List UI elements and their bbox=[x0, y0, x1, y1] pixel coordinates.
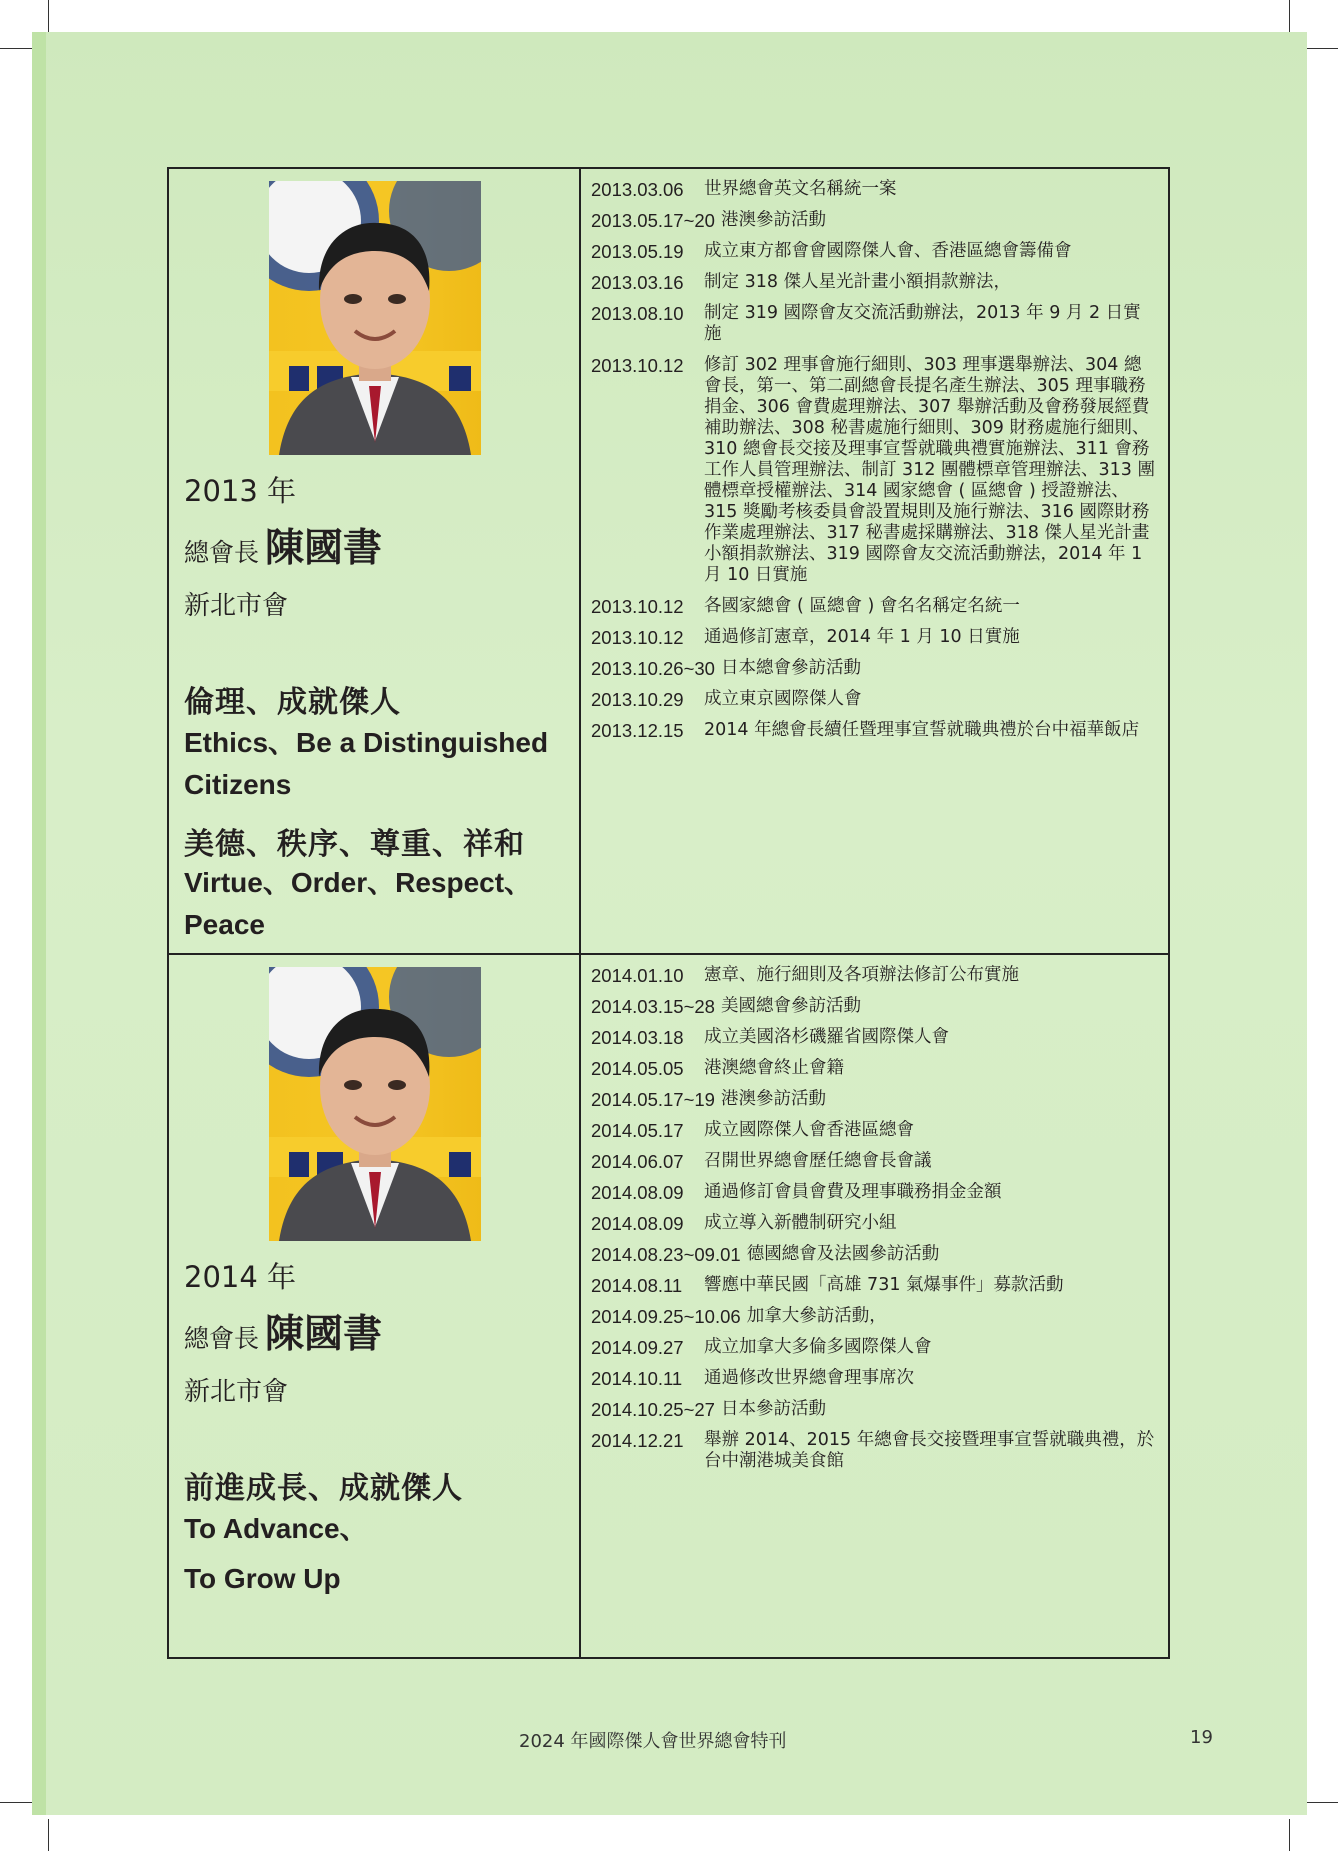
president-line bbox=[184, 517, 382, 573]
event-date: 2013.10.26~30 bbox=[591, 658, 715, 679]
event-date: 2014.03.15~28 bbox=[591, 996, 715, 1017]
event-text: 成立美國洛杉磯羅省國際傑人會 bbox=[704, 1027, 949, 1047]
list-item bbox=[591, 241, 1158, 262]
list-item bbox=[591, 658, 1158, 679]
event-date: 2014.08.23~09.01 bbox=[591, 1244, 741, 1265]
list-item bbox=[591, 1182, 1158, 1203]
event-date: 2013.05.19 bbox=[591, 241, 684, 262]
crop-mark bbox=[0, 1802, 32, 1803]
event-text: 世界總會英文名稱統一案 bbox=[704, 179, 897, 199]
crop-mark bbox=[48, 0, 49, 32]
event-list bbox=[581, 169, 1168, 953]
motto-en: To Grow Up bbox=[184, 1563, 341, 1594]
event-date: 2013.05.17~20 bbox=[591, 210, 715, 231]
event-text: 美國總會參訪活動 bbox=[720, 996, 861, 1016]
president-name: 陳國書 bbox=[265, 1312, 383, 1357]
list-item bbox=[591, 627, 1158, 648]
table-row bbox=[169, 953, 1168, 1657]
motto-zh: 美德、秩序、尊重、祥和 bbox=[184, 827, 525, 862]
event-date: 2013.08.10 bbox=[591, 303, 684, 324]
list-item bbox=[591, 1213, 1158, 1234]
event-date: 2014.09.27 bbox=[591, 1337, 684, 1358]
event-text: 港澳參訪活動 bbox=[720, 1089, 826, 1109]
event-date: 2014.08.09 bbox=[591, 1213, 684, 1234]
list-item bbox=[591, 1151, 1158, 1172]
event-text: 通過修訂會員會費及理事職務捐金金額 bbox=[704, 1182, 1002, 1202]
event-date: 2014.10.11 bbox=[591, 1368, 683, 1389]
president-title: 總會長 bbox=[184, 538, 260, 567]
list-item bbox=[591, 1089, 1158, 1110]
event-text: 憲章、施行細則及各項辦法修訂公布實施 bbox=[704, 965, 1019, 985]
list-item bbox=[591, 272, 1158, 293]
event-text: 日本總會參訪活動 bbox=[720, 658, 861, 678]
list-item bbox=[591, 1399, 1158, 1420]
crop-mark bbox=[48, 1819, 49, 1851]
table-row bbox=[169, 169, 1168, 953]
event-text: 德國總會及法國參訪活動 bbox=[746, 1244, 940, 1264]
list-item bbox=[591, 1027, 1158, 1048]
event-date: 2014.09.25~10.06 bbox=[591, 1306, 741, 1327]
event-text: 成立導入新體制研究小組 bbox=[704, 1213, 897, 1233]
event-date: 2014.05.17~19 bbox=[591, 1089, 715, 1110]
president-photo bbox=[269, 967, 481, 1241]
president-title: 總會長 bbox=[184, 1324, 260, 1353]
president-line bbox=[184, 1303, 382, 1359]
event-text: 加拿大參訪活動， bbox=[746, 1306, 887, 1326]
event-list bbox=[581, 955, 1168, 1657]
event-date: 2013.03.16 bbox=[591, 272, 684, 293]
event-text: 修訂 302 理事會施行細則、303 理事選舉辦法、304 總會長，第一、第二副總會長提名產生辦法、305 理事職務捐金、306 會費處理辦法、307 舉辦活動及會務發展經費補助辦法、308 秘書處施行細則、309 財務處施行細則、310 總會長交接及理事宣誓就職典禮實施辦法、311 會務工作人員管理辦法、制訂 312 團體標章管理辦法、313 團體標章授權辦法、314 國家總會 ( 區總會 ) 授證辦法、315 獎勵考核委員會設置規則及施行辦法、316 國際財務作業處理辦法、317 秘書處採購辦法、318 傑人星光計畫小額捐款辦法、319 國際會友交流活動辦法，2014 年 1 月 10 日實施 bbox=[704, 355, 1155, 585]
crop-mark bbox=[1289, 0, 1290, 32]
event-text: 成立東方都會會國際傑人會、香港區總會籌備會 bbox=[704, 241, 1072, 261]
event-date: 2013.10.12 bbox=[591, 627, 684, 648]
event-date: 2013.10.12 bbox=[591, 596, 684, 617]
year-label: 2013 年 bbox=[184, 474, 297, 508]
event-date: 2013.10.29 bbox=[591, 689, 684, 710]
event-text: 各國家總會 ( 區總會 ) 會名名稱定名統一 bbox=[704, 596, 1020, 616]
list-item bbox=[591, 179, 1158, 200]
event-text: 港澳參訪活動 bbox=[720, 210, 826, 230]
event-text: 通過修改世界總會理事席次 bbox=[704, 1368, 914, 1388]
list-item bbox=[591, 355, 1158, 586]
event-date: 2014.08.09 bbox=[591, 1182, 684, 1203]
motto-en: Ethics、Be a Distinguished Citizens bbox=[184, 727, 549, 800]
list-item bbox=[591, 720, 1158, 741]
motto-en: Virtue、Order、Respect、Peace bbox=[184, 867, 533, 940]
event-text: 舉辦 2014、2015 年總會長交接暨理事宣誓就職典禮，於台中潮港城美食館 bbox=[704, 1430, 1155, 1471]
list-item bbox=[591, 1430, 1158, 1472]
list-item bbox=[591, 1244, 1158, 1265]
page-number: 19 bbox=[1190, 1727, 1213, 1748]
president-cell bbox=[169, 169, 581, 953]
motto-en: To Advance、 bbox=[184, 1513, 368, 1544]
crop-mark bbox=[0, 48, 32, 49]
event-text: 制定 319 國際會友交流活動辦法，2013 年 9 月 2 日實施 bbox=[704, 303, 1141, 344]
event-text: 通過修訂憲章，2014 年 1 月 10 日實施 bbox=[704, 627, 1020, 647]
list-item bbox=[591, 1306, 1158, 1327]
list-item bbox=[591, 1368, 1158, 1389]
motto-zh: 倫理、成就傑人 bbox=[184, 685, 401, 720]
event-text: 日本參訪活動 bbox=[720, 1399, 826, 1419]
event-date: 2013.12.15 bbox=[591, 720, 684, 741]
history-table bbox=[167, 167, 1170, 1659]
event-date: 2013.03.06 bbox=[591, 179, 684, 200]
crop-mark bbox=[1306, 1802, 1338, 1803]
list-item bbox=[591, 1120, 1158, 1141]
list-item bbox=[591, 689, 1158, 710]
event-date: 2014.06.07 bbox=[591, 1151, 684, 1172]
list-item bbox=[591, 596, 1158, 617]
list-item bbox=[591, 210, 1158, 231]
event-date: 2014.10.25~27 bbox=[591, 1399, 715, 1420]
list-item bbox=[591, 1275, 1158, 1296]
event-date: 2013.10.12 bbox=[591, 355, 684, 376]
club-name: 新北市會 bbox=[184, 591, 289, 621]
event-date: 2014.01.10 bbox=[591, 965, 684, 986]
event-text: 召開世界總會歷任總會長會議 bbox=[704, 1151, 932, 1171]
event-date: 2014.08.11 bbox=[591, 1275, 683, 1296]
club-name: 新北市會 bbox=[184, 1377, 289, 1407]
list-item bbox=[591, 965, 1158, 986]
year-label: 2014 年 bbox=[184, 1260, 297, 1294]
event-text: 成立國際傑人會香港區總會 bbox=[704, 1120, 914, 1140]
event-text: 港澳總會終止會籍 bbox=[704, 1058, 844, 1078]
event-date: 2014.12.21 bbox=[591, 1430, 684, 1451]
president-photo bbox=[269, 181, 481, 455]
event-text: 成立東京國際傑人會 bbox=[704, 689, 862, 709]
president-cell bbox=[169, 955, 581, 1657]
event-text: 2014 年總會長續任暨理事宣誓就職典禮於台中福華飯店 bbox=[704, 720, 1140, 740]
event-text: 制定 318 傑人星光計畫小額捐款辦法， bbox=[704, 272, 1012, 292]
event-date: 2014.03.18 bbox=[591, 1027, 684, 1048]
crop-mark bbox=[1289, 1819, 1290, 1851]
list-item bbox=[591, 996, 1158, 1017]
crop-mark bbox=[1306, 48, 1338, 49]
event-date: 2014.05.17 bbox=[591, 1120, 684, 1141]
list-item bbox=[591, 1058, 1158, 1079]
footer-title: 2024 年國際傑人會世界總會特刊 bbox=[519, 1731, 787, 1752]
event-date: 2014.05.05 bbox=[591, 1058, 684, 1079]
event-text: 響應中華民國「高雄 731 氣爆事件」募款活動 bbox=[704, 1275, 1064, 1295]
list-item bbox=[591, 303, 1158, 345]
motto-zh: 前進成長、成就傑人 bbox=[184, 1471, 463, 1506]
list-item bbox=[591, 1337, 1158, 1358]
president-name: 陳國書 bbox=[265, 526, 383, 571]
event-text: 成立加拿大多倫多國際傑人會 bbox=[704, 1337, 932, 1357]
